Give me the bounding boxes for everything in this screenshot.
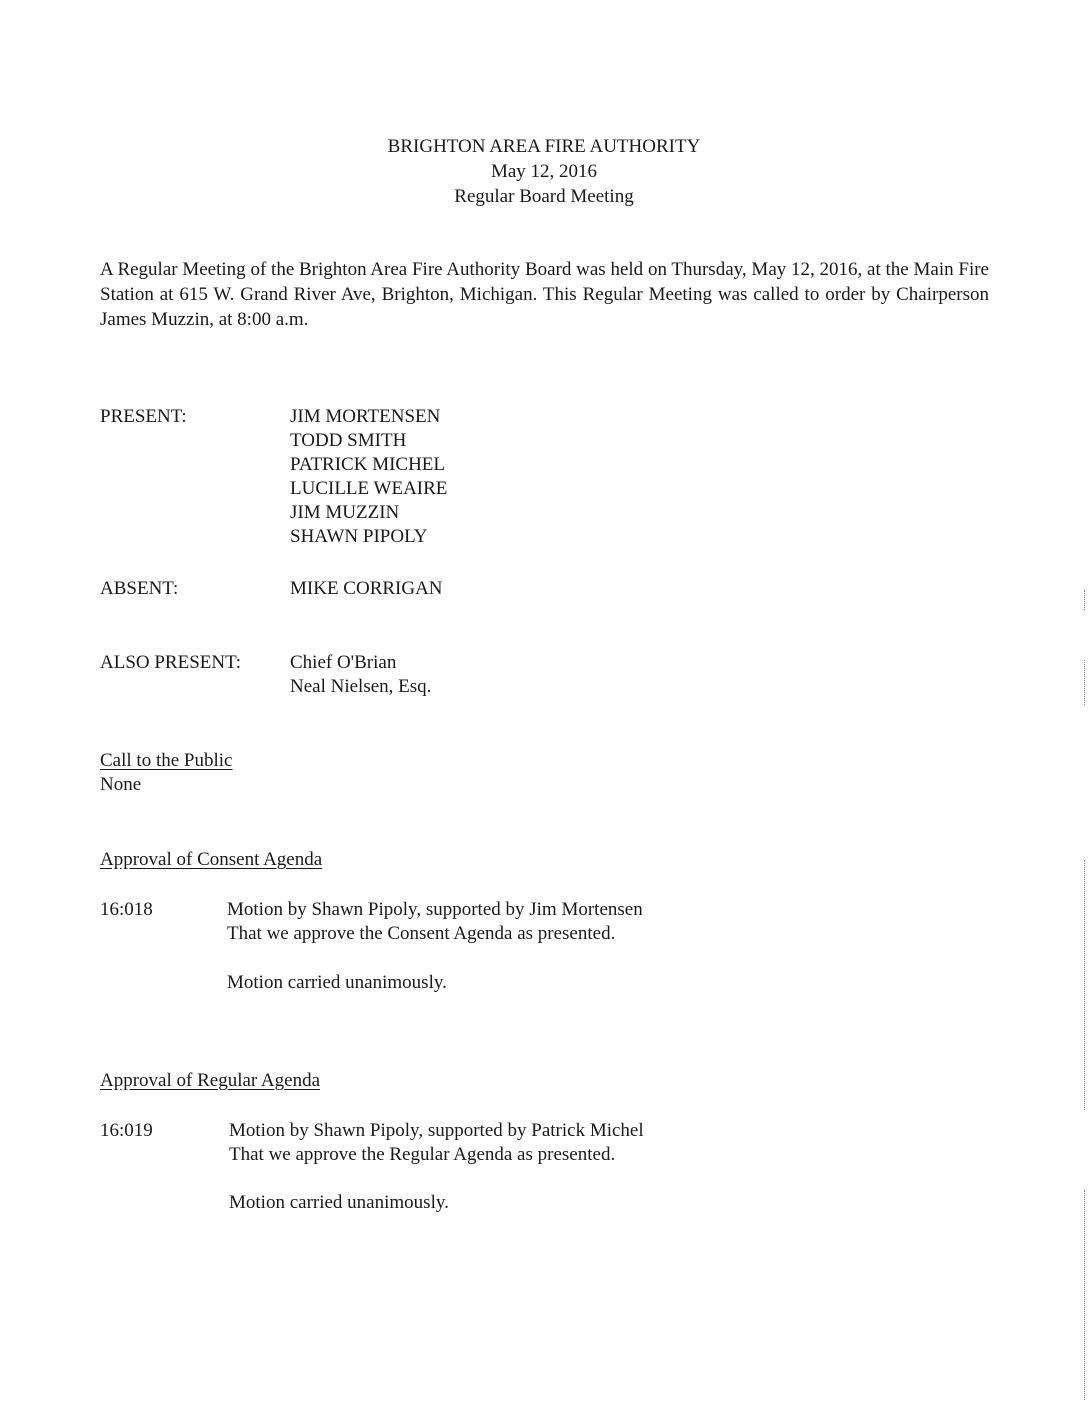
meeting-date: May 12, 2016: [490, 161, 598, 182]
intro-paragraph: A Regular Meeting of the Brighton Area Fire Authority Board was held on Thursday, May 12, 2016, at the Main Fire Station at 615 W. Grand River Ave, Brighton, Michigan. This Regular Meeting was called to order by Chairperson James Muzzin, at 8:00 a.m.: [100, 259, 989, 330]
consent-motion-number: 16:018: [100, 899, 153, 920]
scan-edge-mark: [1084, 590, 1085, 610]
scan-edge-mark: [1084, 860, 1085, 1110]
also-present-member: Chief O'Brian: [290, 652, 397, 673]
absent-member: MIKE CORRIGAN: [290, 578, 443, 599]
absent-label: ABSENT:: [100, 578, 179, 599]
scan-edge-mark: [1084, 1190, 1085, 1400]
consent-heading: Approval of Consent Agenda: [100, 849, 323, 870]
regular-motion-text: [229, 1119, 644, 1167]
present-member: TODD SMITH: [290, 430, 407, 451]
scan-edge-mark: [1084, 660, 1085, 705]
also-present-list: [290, 651, 431, 699]
consent-motion-result: Motion carried unanimously.: [227, 972, 447, 993]
present-member: JIM MORTENSEN: [290, 406, 441, 427]
present-list: [290, 405, 447, 549]
public-text: None: [100, 774, 142, 795]
consent-motion-line: Motion by Shawn Pipoly, supported by Jim Mortensen: [227, 899, 643, 920]
regular-motion-result: Motion carried unanimously.: [229, 1192, 449, 1213]
present-member: SHAWN PIPOLY: [290, 526, 428, 547]
consent-motion-text: [227, 898, 643, 946]
also-present-label: ALSO PRESENT:: [100, 652, 242, 673]
consent-motion-line: That we approve the Consent Agenda as presented.: [227, 923, 616, 944]
meeting-type: Regular Board Meeting: [454, 186, 634, 207]
also-present-member: Neal Nielsen, Esq.: [290, 676, 432, 697]
regular-motion-number: 16:019: [100, 1120, 153, 1141]
regular-motion-line: Motion by Shawn Pipoly, supported by Patrick Michel: [229, 1120, 644, 1141]
present-member: JIM MUZZIN: [290, 502, 400, 523]
regular-motion-line: That we approve the Regular Agenda as presented.: [229, 1144, 616, 1165]
present-member: LUCILLE WEAIRE: [290, 478, 448, 499]
document-title: BRIGHTON AREA FIRE AUTHORITY: [387, 136, 701, 157]
public-heading: Call to the Public: [100, 750, 233, 771]
regular-heading: Approval of Regular Agenda: [100, 1070, 321, 1091]
present-label: PRESENT:: [100, 406, 187, 427]
present-member: PATRICK MICHEL: [290, 454, 446, 475]
